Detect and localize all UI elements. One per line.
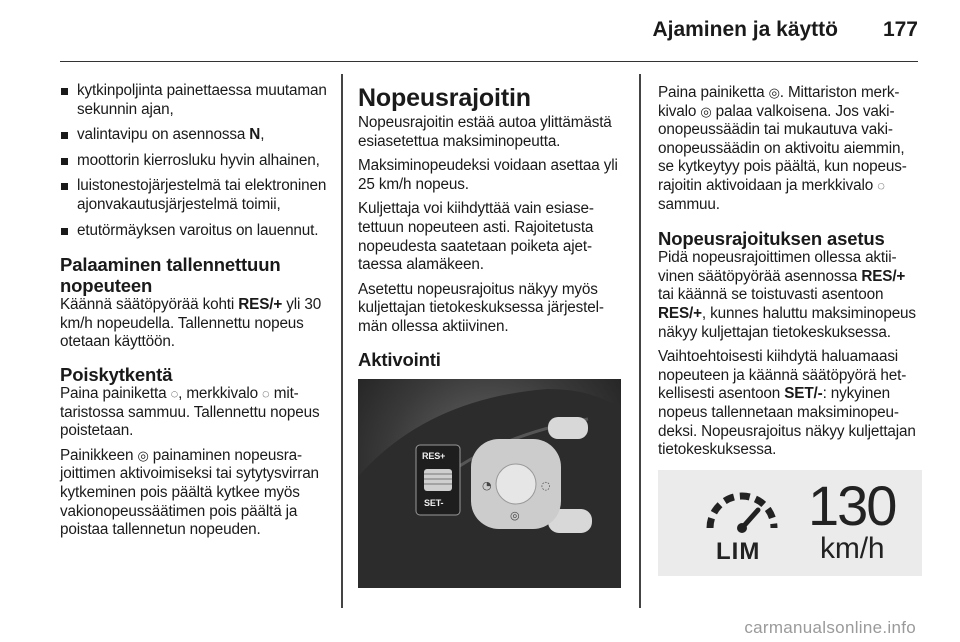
resume-heading: Palaaminen tallennettuun nopeuteen bbox=[60, 254, 281, 297]
column-1 bbox=[60, 82, 332, 546]
off-paragraph-2: Painikkeen ◎ painaminen nopeusrajoittimen aktivoimiseksi tai sytytysvirran kytkeminen pois päältä kytkee myös vakionopeussäätimen pois päältä ja poistaa tallennetun nopeuden. bbox=[60, 446, 319, 539]
resume-paragraph: Käännä säätöpyörää kohti RES/+ yli 30 km/h nopeudella. Tallennettu nopeus otetaan käyttöön. bbox=[60, 296, 322, 351]
paragraph: Nopeusrajoitin estää autoa ylittämästä esiasetettua maksiminopeutta. bbox=[358, 114, 612, 150]
speed-limiter-icon: ◎ bbox=[137, 447, 149, 463]
list-item bbox=[60, 126, 332, 145]
gear-position-label: N bbox=[249, 126, 261, 144]
watermark: carmanualsonline.info bbox=[744, 618, 916, 637]
off-paragraph-1: Paina painiketta ◌, merkkivalo ◌ mittaristossa sammuu. Tallennettu nopeus poistetaan. bbox=[60, 384, 320, 440]
speed-limiter-icon: ◎ bbox=[700, 103, 712, 119]
section-heading: Nopeusrajoitin bbox=[358, 84, 531, 112]
column-2 bbox=[358, 84, 626, 588]
paragraph: Kuljettaja voi kiihdyttää vain esiasetettuun nopeuteen asti. Rajoitetusta nopeudesta saatetaan poiketa ajettaessa alamäkeen. bbox=[358, 200, 594, 274]
thumbwheel bbox=[424, 469, 452, 491]
list-item-text: , bbox=[260, 126, 265, 144]
cruise-off-icon: ◌ bbox=[541, 478, 551, 492]
cruise-off-icon: ◌ bbox=[170, 385, 179, 401]
column-divider-right bbox=[639, 74, 641, 608]
off-heading: Poiskytkentä bbox=[60, 363, 173, 385]
set-label: SET- bbox=[424, 497, 444, 508]
speed-limiter-icon bbox=[692, 476, 792, 546]
speed-unit: km/h bbox=[820, 531, 885, 565]
set-paragraph-1: Pidä nopeusrajoittimen ollessa aktiivinen säätöpyörää asennossa RES/+ tai käännä se toistuvasti asentoon RES/+, kunnes haluttu maksiminopeus näkyy kuljettajan tietokeskuksessa. bbox=[658, 249, 916, 341]
column-3 bbox=[658, 84, 922, 576]
activation-paragraph: Paina painiketta ◎. Mittariston merkkivalo ◎ palaa valkoisena. Jos vakionopeussäädin tai mukautuva vakionopeussäädin on aktivoitu aiemmin, se kytkeytyy pois päältä, kun nopeusrajoitin aktivoidaan ja merkkivalo ◌ sammuu. bbox=[658, 84, 907, 213]
speed-limiter-icon: ◎ bbox=[768, 85, 780, 100]
activation-heading: Aktivointi bbox=[358, 348, 441, 370]
set-paragraph-2: Vaihtoehtoisesti kiihdytä haluamaasi nopeuteen ja käännä säätöpyörä hetkellisesti asentoon SET/-: nykyinen nopeus tallennetaan maksiminopeudeksi. Nopeusrajoitus näkyy kuljettajan tietokeskuksessa. bbox=[658, 348, 916, 459]
list-item: kytkinpoljinta painettaessa muutaman sekunnin ajan, bbox=[60, 82, 332, 119]
center-button bbox=[496, 464, 536, 504]
steering-wheel-controls-illustration bbox=[358, 379, 621, 588]
page-header bbox=[60, 0, 918, 62]
adaptive-cruise-button bbox=[548, 417, 588, 439]
condition-list bbox=[60, 82, 332, 240]
column-divider-left bbox=[341, 74, 343, 608]
res-label: RES+ bbox=[422, 450, 446, 461]
list-item: etutörmäyksen varoitus on lauennut. bbox=[60, 222, 332, 241]
steering-wheel-photo bbox=[358, 379, 621, 588]
list-item-text: valintavipu on asennossa bbox=[77, 126, 250, 144]
paragraph: Maksiminopeudeksi voidaan asettaa yli 25 km/h nopeus. bbox=[358, 157, 618, 193]
speed-limit-display bbox=[658, 470, 922, 576]
speed-limiter-icon: ◎ bbox=[510, 508, 520, 522]
header-title: Ajaminen ja käyttö bbox=[652, 18, 838, 41]
page-number: 177 bbox=[882, 18, 918, 41]
cruise-control-icon: ◔ bbox=[482, 478, 492, 492]
paragraph: Asetettu nopeusrajoitus näkyy myös kuljettajan tietokeskuksessa järjestelmän ollessa aktiivinen. bbox=[358, 280, 604, 335]
limit-speed-value: 130 bbox=[808, 473, 896, 537]
limiter-label: LIM bbox=[716, 537, 761, 565]
cruise-off-icon: ◌ bbox=[262, 385, 270, 401]
set-speed-heading: Nopeusrajoituksen asetus bbox=[658, 228, 885, 250]
list-item: luistonestojärjestelmä tai elektroninen ajonvakautusjärjestelmä toimii, bbox=[60, 177, 332, 214]
cruise-off-icon: ◌ bbox=[877, 177, 885, 193]
list-item: moottorin kierrosluku hyvin alhainen, bbox=[60, 152, 332, 171]
